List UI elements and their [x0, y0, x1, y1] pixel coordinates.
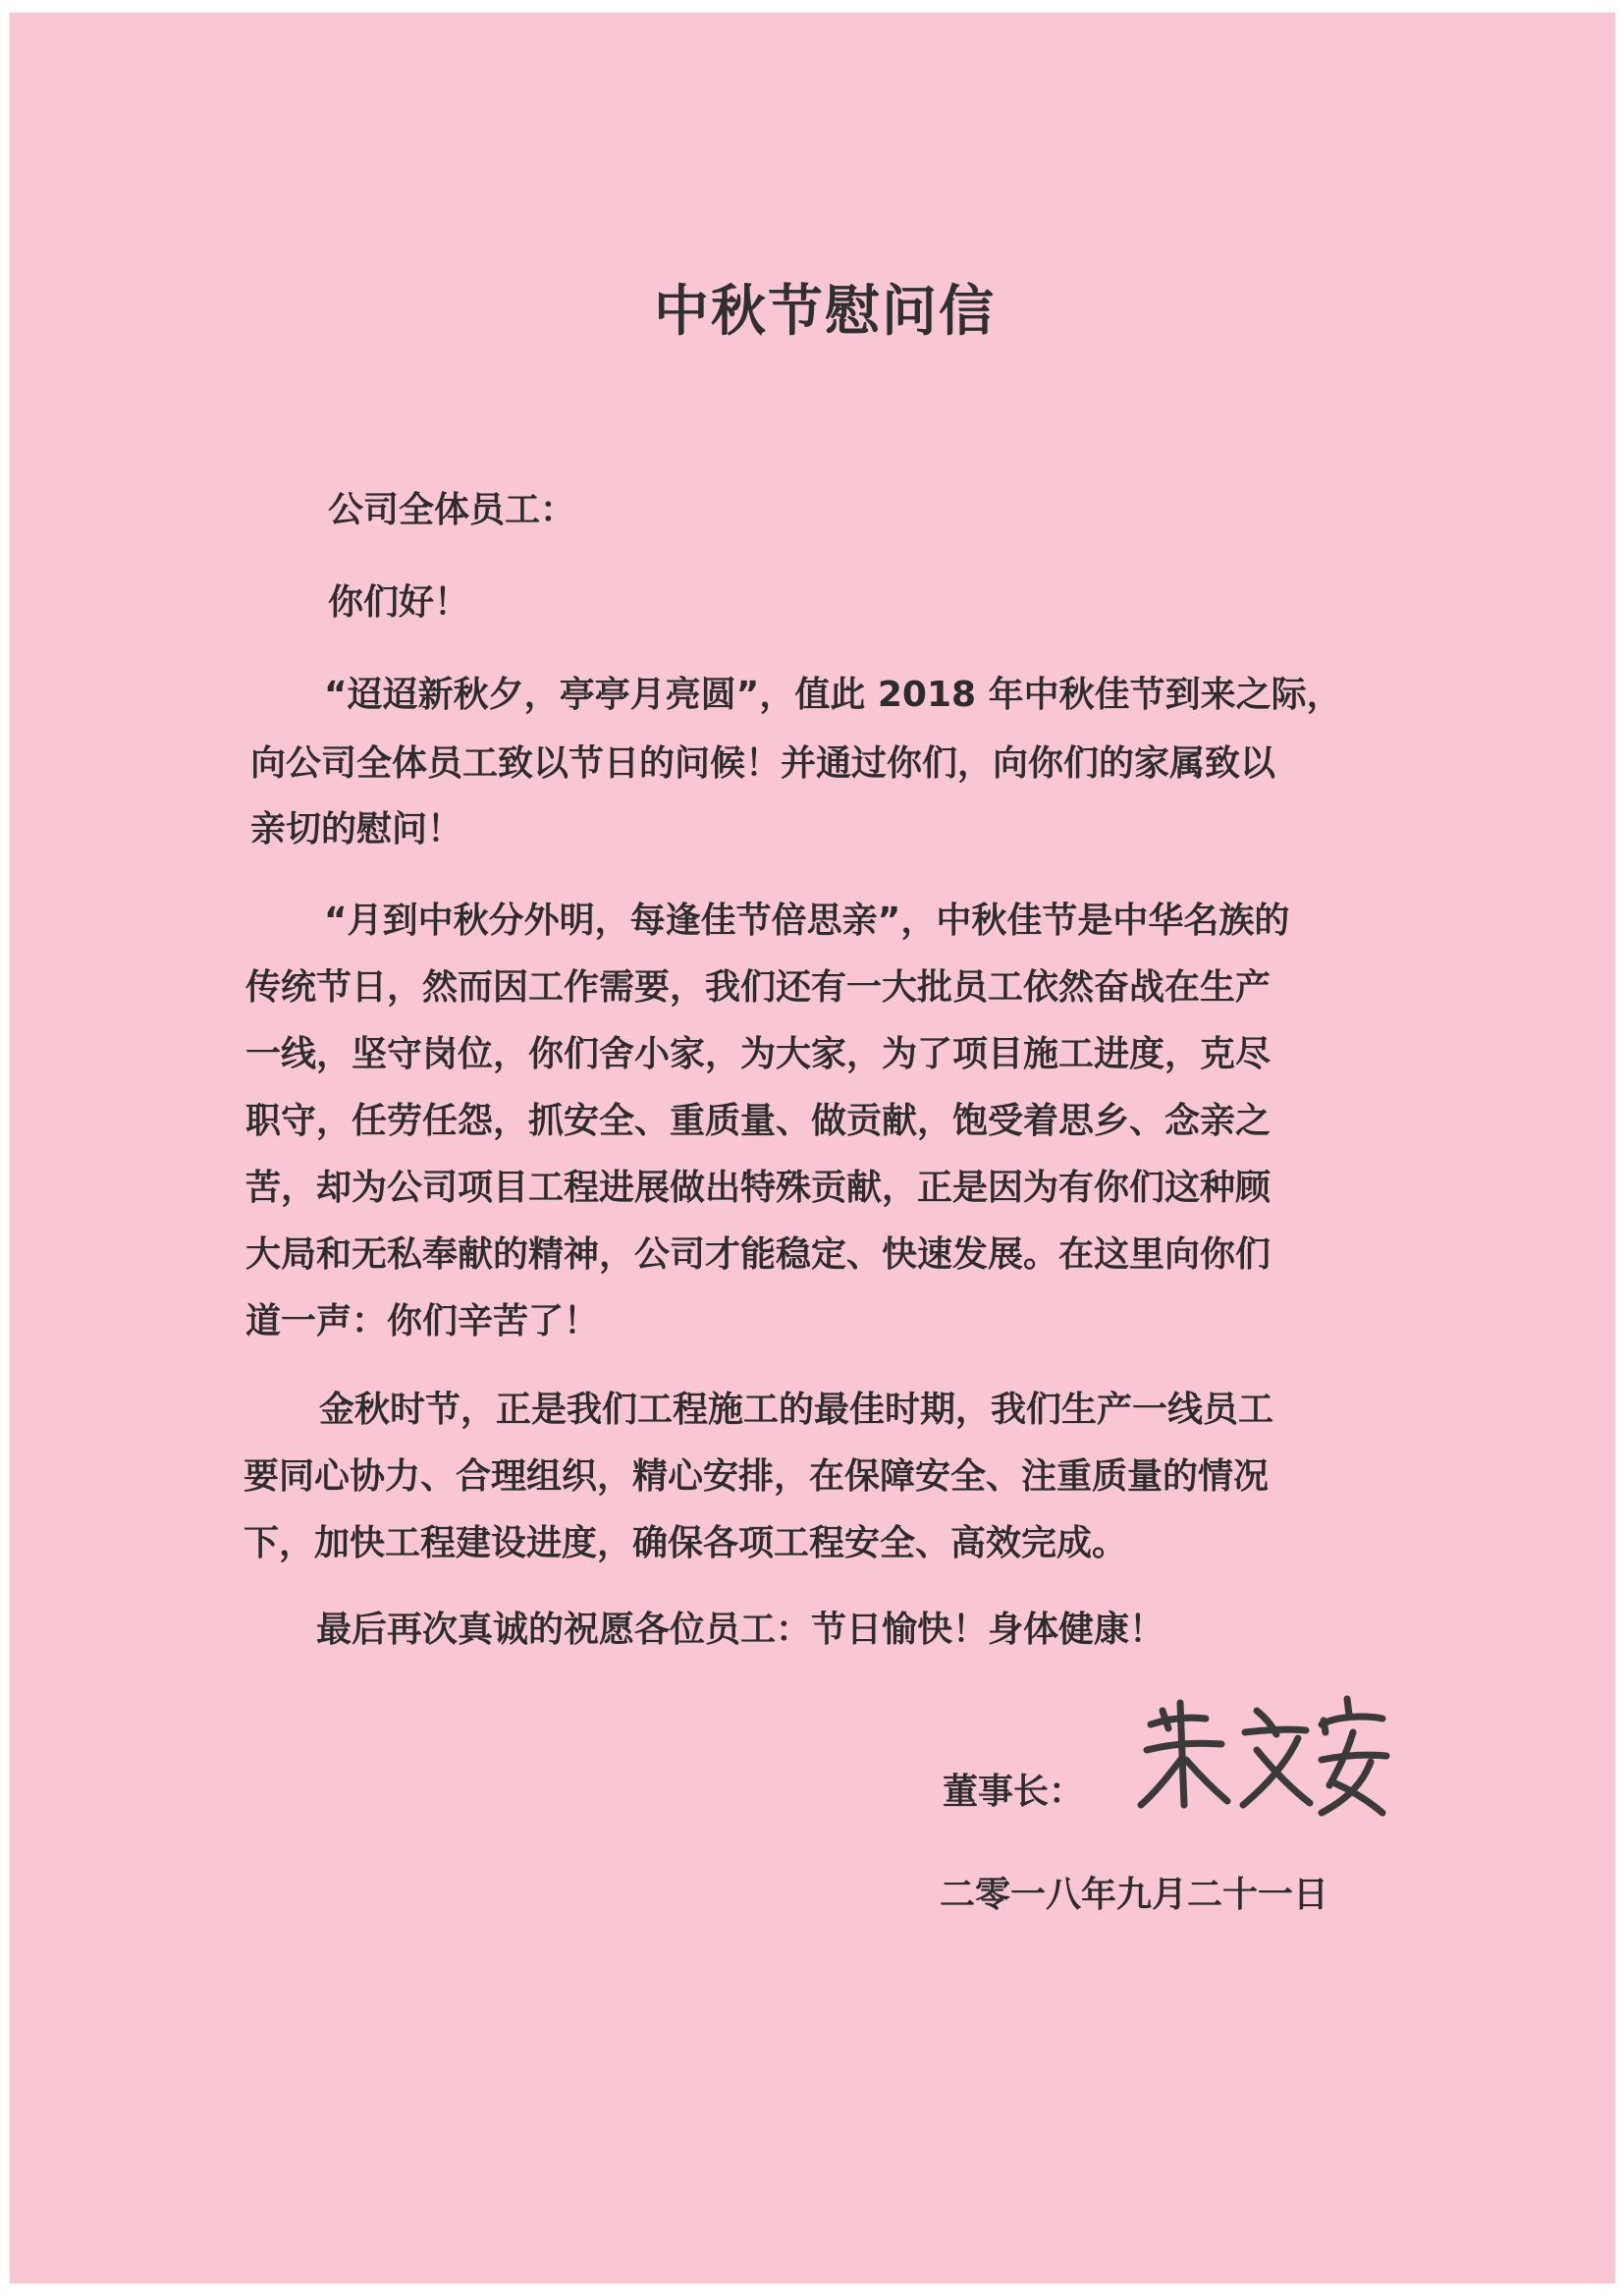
signature-image: [1129, 1689, 1394, 1827]
paragraph-2-line-2: 传统节日，然而因工作需要，我们还有一大批员工依然奋战在生产: [245, 967, 1271, 1008]
paragraph-2-line-7: 道一声：你们辛苦了！: [245, 1301, 600, 1341]
paragraph-2-line-3: 一线，坚守岗位，你们舍小家，为大家，为了项目施工进度，克尽: [245, 1034, 1271, 1074]
signer-label: 董事长：: [943, 1772, 1085, 1812]
paragraph-2-line-1: “月到中秋分外明，每逢佳节倍思亲”，中秋佳节是中华名族的: [324, 901, 1290, 941]
paragraph-2-line-6: 大局和无私奉献的精神，公司才能稳定、快速发展。在这里向你们: [245, 1234, 1271, 1275]
paragraph-1-line-2: 向公司全体员工致以节日的问候！并通过你们，向你们的家属致以: [250, 743, 1276, 784]
paragraph-4-line-1: 最后再次真诚的祝愿各位员工：节日愉快！身体健康！: [316, 1610, 1165, 1650]
letter-date: 二零一八年九月二十一日: [940, 1875, 1329, 1915]
greeting: 你们好！: [328, 582, 470, 623]
paragraph-3-line-3: 下，加快工程建设进度，确保各项工程安全、高效完成。: [243, 1523, 1128, 1563]
paragraph-2-line-5: 苦，却为公司项目工程进展做出特殊贡献，正是因为有你们这种顾: [245, 1168, 1271, 1208]
paragraph-3-line-2: 要同心协力、合理组织，精心安排，在保障安全、注重质量的情况: [243, 1456, 1270, 1497]
page-title: 中秋节慰问信: [654, 280, 996, 344]
paragraph-1-line-3: 亲切的慰问！: [250, 809, 463, 849]
salutation: 公司全体员工：: [328, 490, 576, 530]
paragraph-1-line-1: “迢迢新秋夕，亭亭月亮圆”，值此 2018 年中秋佳节到来之际，: [324, 675, 1342, 715]
signature-icon: [1129, 1689, 1394, 1827]
paragraph-2-line-4: 职守，任劳任怨，抓安全、重质量、做贡献，饱受着思乡、念亲之: [245, 1101, 1271, 1141]
paragraph-3-line-1: 金秋时节，正是我们工程施工的最佳时期，我们生产一线员工: [319, 1390, 1274, 1430]
letter-page: [10, 13, 1615, 2283]
